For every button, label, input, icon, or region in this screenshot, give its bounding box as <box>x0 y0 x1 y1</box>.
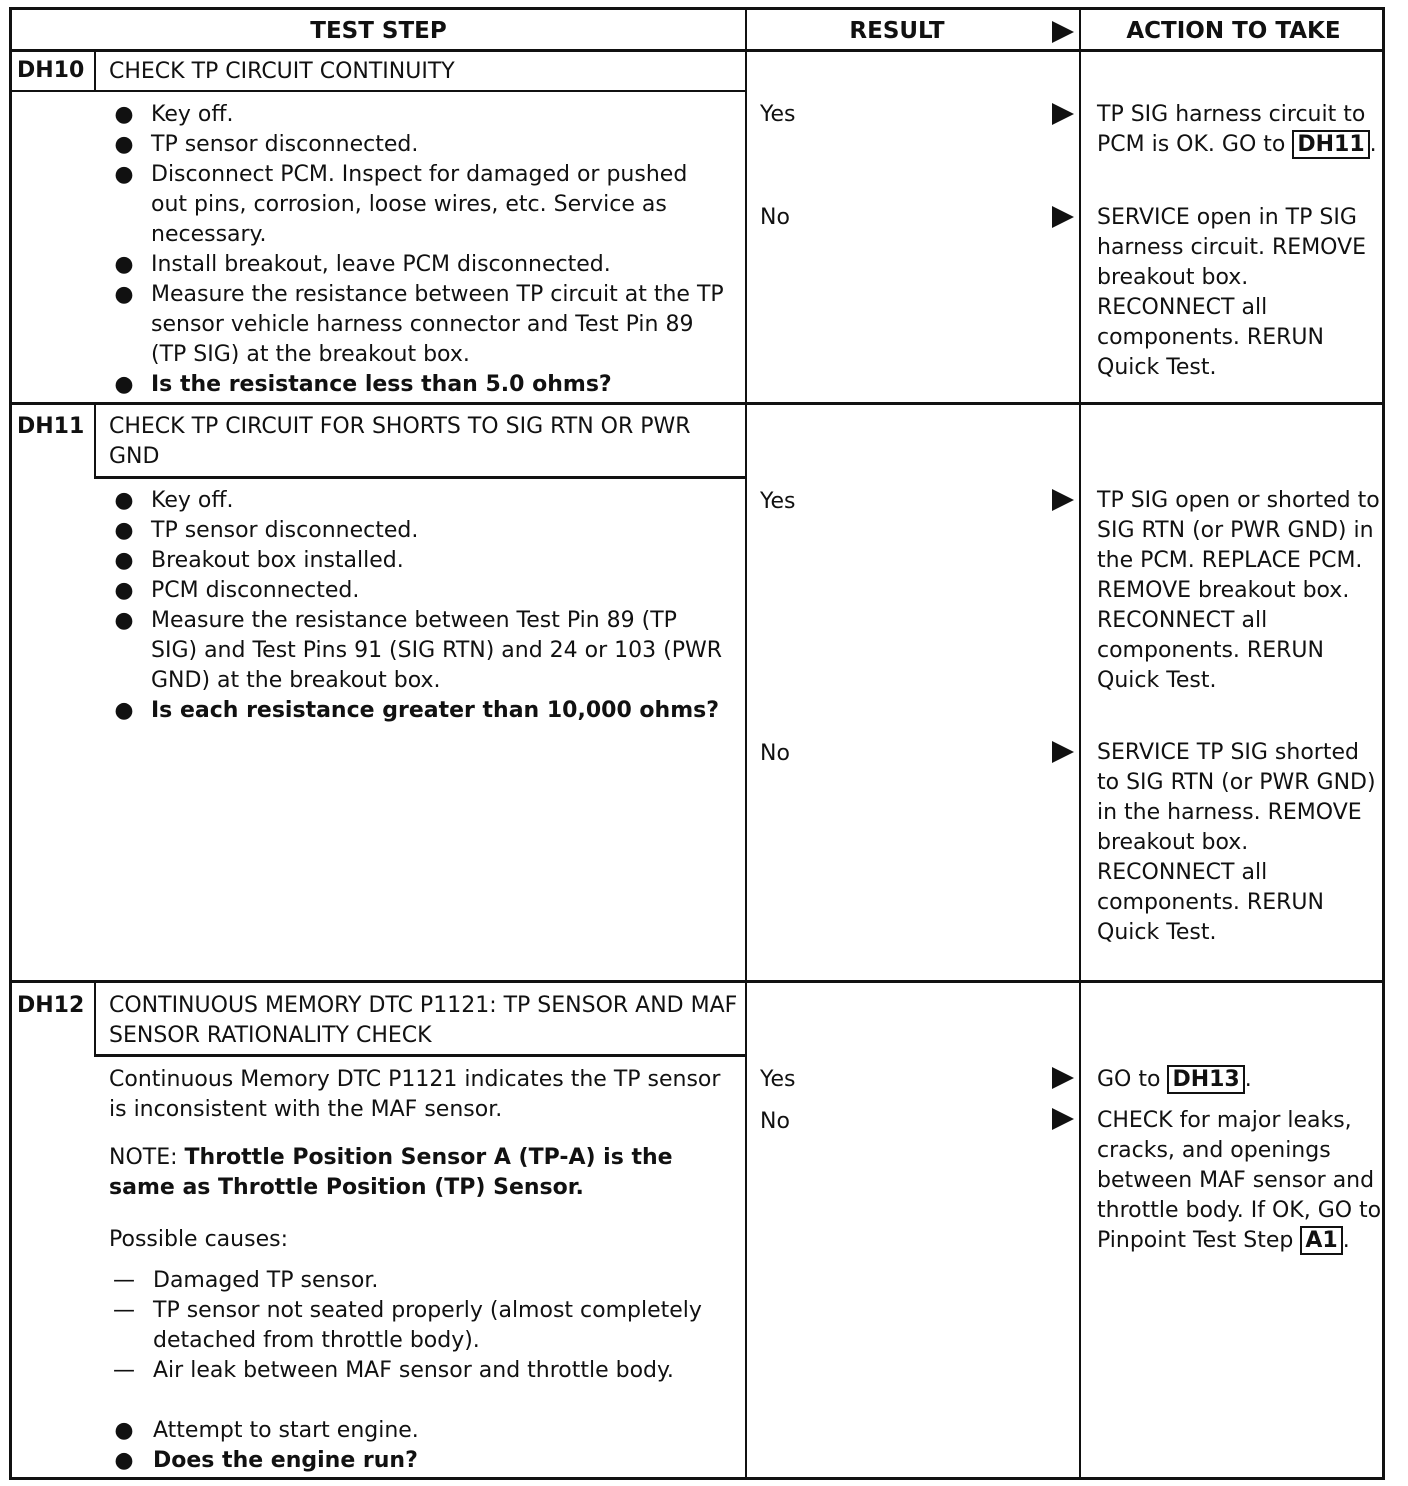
step-reference[interactable]: DH11 <box>1292 130 1369 159</box>
title-divider <box>94 476 745 479</box>
list-item: ● Disconnect PCM. Inspect for damaged or pushed out pins, corrosion, loose wires, etc. Service as necessary. <box>114 162 688 247</box>
row-divider <box>12 402 1382 405</box>
action-no: CHECK for major leaks, cracks, and openings between MAF sensor and throttle body. If OK, GO to Pinpoint Test Step A1 . <box>1097 1108 1382 1253</box>
diagnostic-table <box>9 7 1385 1480</box>
step-title: CONTINUOUS MEMORY DTC P1121: TP SENSOR AND MAF SENSOR RATIONALITY CHECK <box>109 993 738 1048</box>
result-no: No <box>760 1109 790 1134</box>
causes-list <box>109 1266 729 1386</box>
arrow-icon <box>1052 206 1074 228</box>
row-divider <box>12 980 1382 983</box>
header-result: RESULT <box>849 18 945 44</box>
list-item: ● PCM disconnected. <box>114 578 360 603</box>
list-item: ● Key off. <box>114 102 234 127</box>
step-bullets <box>109 1416 729 1476</box>
step-reference[interactable]: DH13 <box>1167 1065 1244 1094</box>
title-divider <box>94 1054 745 1057</box>
step-id: DH12 <box>17 993 85 1018</box>
action-yes: TP SIG open or shorted to SIG RTN (or PWR GND) in the PCM. REPLACE PCM. REMOVE breakout box. RECONNECT all components. RERUN Quick Test. <box>1097 488 1380 693</box>
header-action: ACTION TO TAKE <box>1126 18 1341 44</box>
list-item: — Damaged TP sensor. <box>113 1268 379 1293</box>
action-no: SERVICE open in TP SIG harness circuit. REMOVE breakout box. RECONNECT all components. RERUN Quick Test. <box>1097 205 1367 380</box>
step-title: CHECK TP CIRCUIT CONTINUITY <box>109 59 455 84</box>
result-yes: Yes <box>760 489 796 514</box>
list-item: ● Measure the resistance between Test Pin 89 (TP SIG) and Test Pins 91 (SIG RTN) and 24 or 103 (PWR GND) at the breakout box. <box>114 608 723 693</box>
arrow-icon <box>1052 489 1074 511</box>
arrow-icon <box>1052 21 1074 43</box>
arrow-icon <box>1052 741 1074 763</box>
step-note: NOTE: Throttle Position Sensor A (TP-A) is the same as Throttle Position (TP) Sensor. <box>109 1145 673 1200</box>
arrow-icon <box>1052 1067 1074 1089</box>
step-bullets <box>109 100 729 400</box>
step-reference[interactable]: A1 <box>1300 1226 1342 1255</box>
column-divider-action <box>1079 10 1081 1477</box>
list-item: ● TP sensor disconnected. <box>114 132 419 157</box>
list-item: ● Is each resistance greater than 10,000 ohms? <box>114 698 719 723</box>
arrow-icon <box>1052 1108 1074 1130</box>
id-divider <box>94 405 96 478</box>
list-item: ● Install breakout, leave PCM disconnected. <box>114 252 611 277</box>
column-divider-result <box>745 10 747 1477</box>
step-bullets <box>109 486 729 726</box>
list-item: — TP sensor not seated properly (almost completely detached from throttle body). <box>113 1298 702 1353</box>
list-item: ● Is the resistance less than 5.0 ohms? <box>114 372 612 397</box>
arrow-icon <box>1052 103 1074 125</box>
action-yes: GO to DH13 . <box>1097 1067 1252 1092</box>
result-no: No <box>760 741 790 766</box>
action-no: SERVICE TP SIG shorted to SIG RTN (or PWR GND) in the harness. REMOVE breakout box. RECONNECT all components. RERUN Quick Test. <box>1097 740 1376 945</box>
step-intro: Continuous Memory DTC P1121 indicates the TP sensor is inconsistent with the MAF sensor. <box>109 1067 721 1122</box>
result-yes: Yes <box>760 102 796 127</box>
list-item: ● Breakout box installed. <box>114 548 404 573</box>
step-id: DH11 <box>17 414 85 439</box>
action-yes: TP SIG harness circuit to PCM is OK. GO to DH11 . <box>1097 102 1377 157</box>
list-item: ● TP sensor disconnected. <box>114 518 419 543</box>
list-item: ● Attempt to start engine. <box>114 1418 419 1443</box>
step-title: CHECK TP CIRCUIT FOR SHORTS TO SIG RTN OR PWR GND <box>109 414 691 469</box>
header-test-step: TEST STEP <box>310 18 447 44</box>
id-divider <box>94 52 96 90</box>
result-no: No <box>760 205 790 230</box>
result-yes: Yes <box>760 1067 796 1092</box>
list-item: ● Measure the resistance between TP circuit at the TP sensor vehicle harness connector and Test Pin 89 (TP SIG) at the breakout box. <box>114 282 724 367</box>
list-item: ● Key off. <box>114 488 234 513</box>
list-item: — Air leak between MAF sensor and throttle body. <box>113 1358 674 1383</box>
title-divider <box>12 90 745 92</box>
list-item: ● Does the engine run? <box>114 1448 418 1473</box>
id-divider <box>94 983 96 1056</box>
step-id: DH10 <box>17 58 85 83</box>
causes-label: Possible causes: <box>109 1227 288 1252</box>
header-divider <box>12 49 1382 52</box>
